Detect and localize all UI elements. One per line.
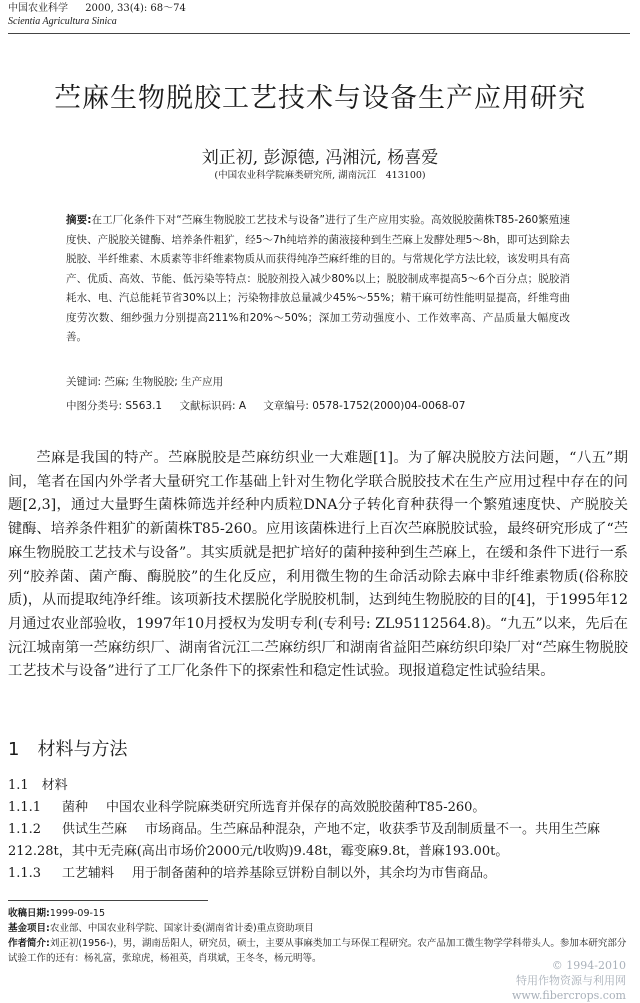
header-rule	[8, 33, 630, 34]
footnote-rule	[8, 900, 208, 901]
list-item	[8, 819, 628, 863]
journal-name-en: Scientia Agricultura Sinica	[8, 16, 117, 27]
author-affiliation: (中国农业科学院麻类研究所, 湖南沅江 413100)	[214, 170, 426, 181]
item-text: 中国农业科学院麻类研究所选育并保存的高效脱胶菌种T85-260。	[106, 800, 486, 815]
item-number: 1.1.1	[8, 800, 42, 815]
abstract-text: 在工厂化条件下对“苎麻生物脱胶工艺技术与设备”进行了生产应用实验。高效脱胶菌株T85-260繁殖速度快、产脱胶关键酶、培养条件粗犷，经5～7h纯培养的菌液接种到生苎麻上发酵处理5～8h，即可达到除去脱胶、半纤维素、木质素等非纤维素物质从而获得纯净苎麻纤维的目的。与常规化学方法比较，该发明具有高产、优质、高效、节能、低污染等特点：脱胶剂投入减少80%以上；脱胶制成率提高5～6个百分点；脱胶消耗水、电、汽总能耗节省30%以上；污染物排放总量减少45%～55%；精干麻可纺性能明显提高，纤维弯曲度劳次数、细纱强力分别提高211%和20%～50%；深加工劳动强度小、工作效率高、产品质量大幅度改善。	[66, 214, 570, 343]
item-heading: 工艺辅料	[62, 866, 115, 881]
section-heading: 1 材料与方法	[8, 739, 128, 760]
list-item	[8, 797, 628, 819]
list-item	[8, 863, 628, 885]
journal-issue: 2000, 33(4): 68～74	[85, 3, 186, 14]
item-text: 市场商品。生苎麻品种混杂，产地不定，收获季节及刮制质量不一。共用生苎麻212.28t，其中无壳麻(高出市场价2000元/t收购)9.48t，霉变麻9.8t，普麻193.00t。	[8, 822, 601, 859]
materials-section	[8, 775, 628, 885]
intro-paragraph: 苎麻是我国的特产。苎麻脱胶是苎麻纺织业一大难题[1]。为了解决脱胶方法问题，“八五”期间，笔者在国内外学者大量研究工作基础上针对生物化学联合脱胶技术在生产应用过程中存在的问题[2,3]，通过大量野生菌株筛选并经种内质粒DNA分子转化育种获得一个繁殖速度快、产脱胶关键酶、培养条件粗犷的新菌株T85-260。应用该菌株进行上百次苎麻脱胶试验，最终研究形成了“苎麻生物脱胶工艺技术与设备”。其实质就是把扩培好的菌种接种到生苎麻上，在缓和条件下进行一系列“胶养菌、菌产酶、酶脱胶”的生化反应，利用微生物的生命活动除去麻中非纤维素物质(俗称胶质)，从而提取纯净纤维。该项新技术摆脱化学脱胶机制，达到纯生物脱胶的目的[4]，于1995年12月通过农业部验收，1997年10月授权为发明专利(专利号: ZL95112564.8)。“九五”以来，先后在沅江城南第一苎麻纺织厂、湖南省沅江二苎麻纺织厂和湖南省益阳苎麻纺织印染厂对“苎麻生物脱胶工艺技术与设备”进行了工厂化条件下的探索性和稳定性试验。现报道稳定性试验结果。	[8, 450, 628, 680]
abstract-label: 摘要:	[66, 214, 92, 226]
subsection-heading: 1.1 材料	[8, 778, 68, 793]
paper-title: 苎麻生物脱胶工艺技术与设备生产应用研究	[54, 83, 586, 114]
item-text: 用于制备菌种的培养基除豆饼粉自制以外，其余均为市售商品。	[132, 866, 497, 881]
author-bio: 作者简介:刘正初(1956-)，男，湖南岳阳人，研究员，硕士，主要从事麻类加工与环保工程研究。农产品加工微生物学学科带头人。参加本研究部分试验工作的还有：杨礼富，张琼虎，杨祖英，肖琪斌，王冬冬，杨元明等。	[8, 938, 627, 964]
item-heading: 供试生苎麻	[62, 822, 128, 837]
classification-line	[66, 398, 610, 413]
keywords: 关键词: 苎麻; 生物脱胶; 生产应用	[66, 376, 224, 388]
item-number: 1.1.3	[8, 866, 42, 881]
item-number: 1.1.2	[8, 822, 42, 837]
fund-info: 基金项目:农业部、中国农业科学院、国家计委(湖南省计委)重点资助项目	[8, 923, 314, 934]
received-date: 收稿日期:1999-09-15	[8, 908, 106, 919]
watermark: © 1994-2010 特用作物资源与利用网 www.fibercrops.com	[511, 959, 626, 1002]
journal-header	[8, 2, 200, 28]
footnotes	[8, 906, 628, 966]
document-code: 文献标识码: A	[179, 400, 247, 412]
paper-authors: 刘正初, 彭源德, 冯湘沅, 杨喜爱	[201, 148, 439, 168]
article-number: 文章编号: 0578-1752(2000)04-0068-07	[263, 400, 466, 412]
item-heading: 菌种	[62, 800, 89, 815]
introduction	[8, 447, 628, 684]
abstract	[66, 211, 570, 348]
journal-name-cn: 中国农业科学	[8, 3, 68, 14]
clc-number: 中图分类号: S563.1	[66, 400, 163, 412]
